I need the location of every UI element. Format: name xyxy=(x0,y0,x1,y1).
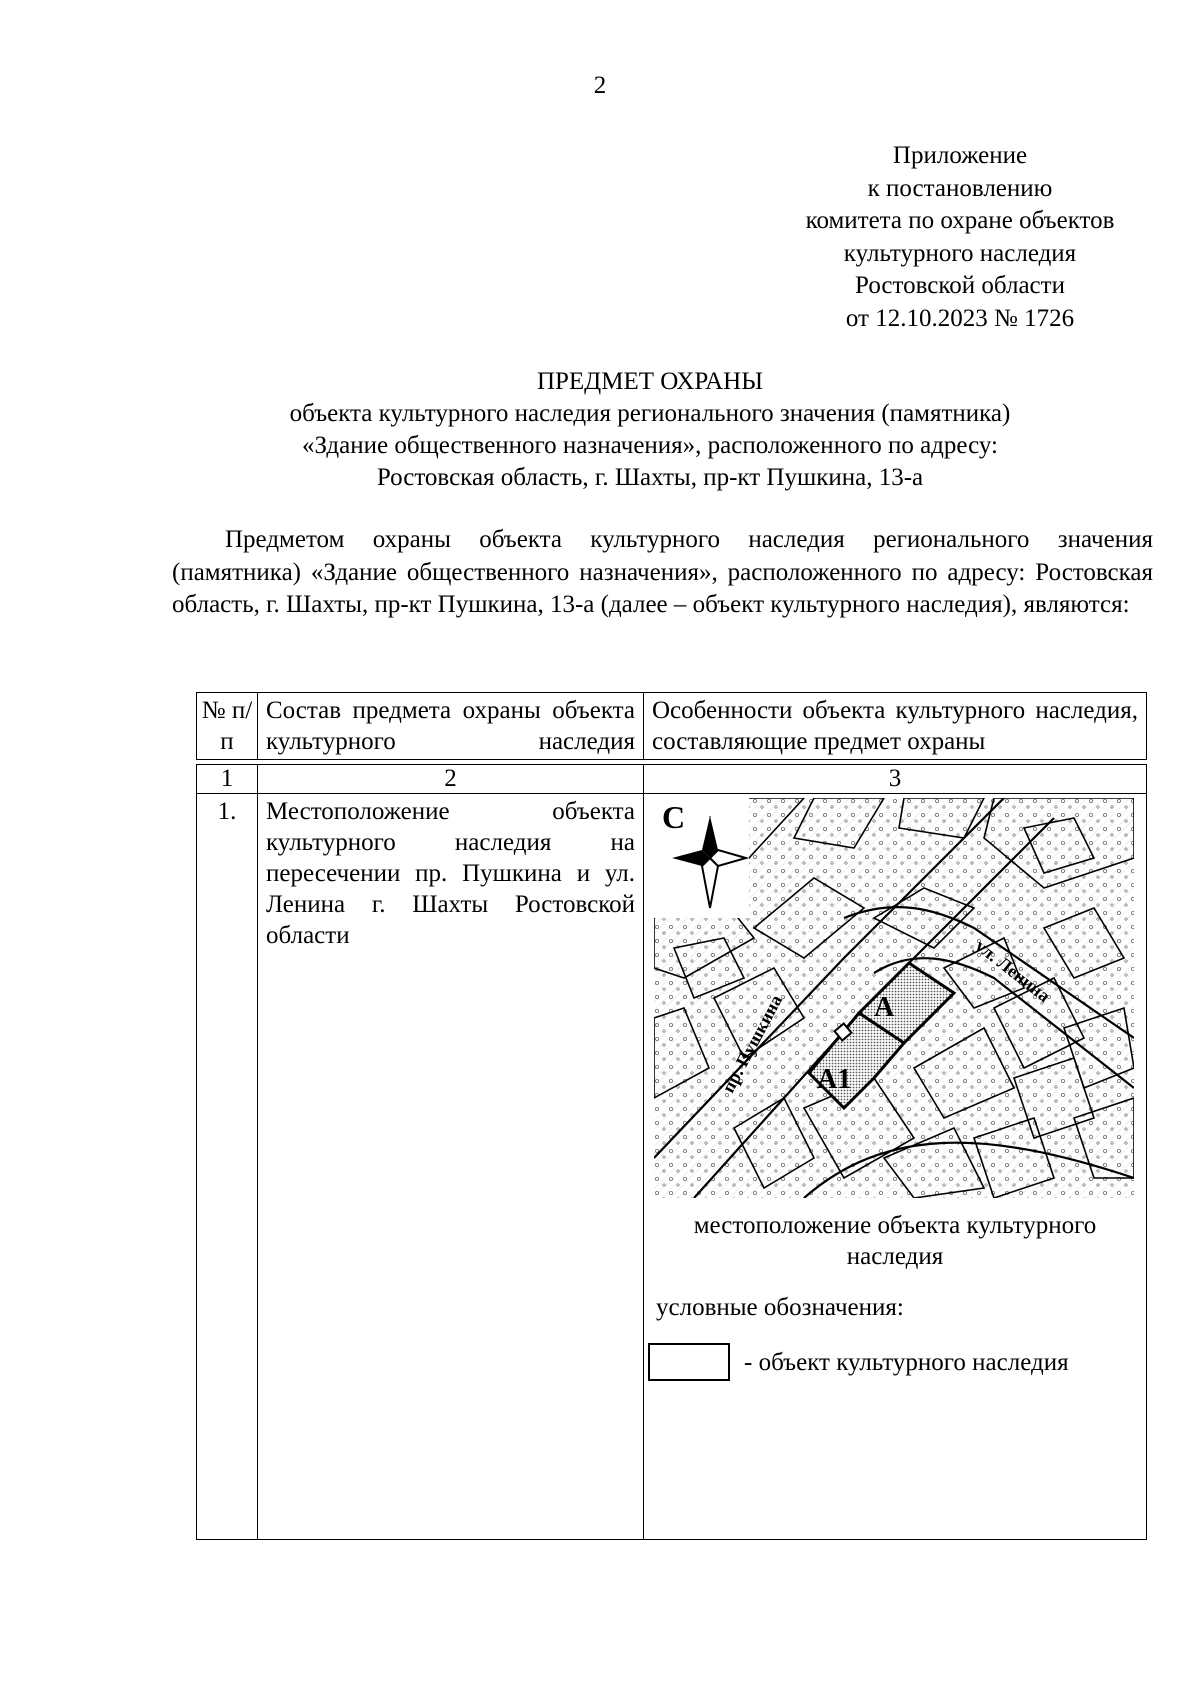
header-features: Особенности объекта культурного наследия, составляющие предмет охраны xyxy=(644,693,1147,760)
document-heading xyxy=(150,366,1150,494)
header-number: № п/п xyxy=(197,693,258,760)
appendix-line: к постановлению xyxy=(867,174,1053,202)
column-number: 3 xyxy=(644,765,1147,794)
column-number-row xyxy=(197,765,1147,794)
building-a1-label: А1 xyxy=(817,1064,852,1095)
column-number: 2 xyxy=(258,765,644,794)
appendix-line: Приложение xyxy=(892,142,1028,169)
legend-label: - объект культурного наследия xyxy=(744,1348,1069,1376)
row-features xyxy=(644,794,1147,1540)
heading-line: объекта культурного наследия регионального значения (памятника) xyxy=(289,400,1011,427)
intro-paragraph: Предметом охраны объекта культурного наследия регионального значения (памятника) «Здание общественного назначения», расположенного по адресу: Ростовская область, г. Шахты, пр-кт Пушкина, 13-а (далее – объект культурного наследия), являются: xyxy=(172,526,1153,618)
appendix-line: культурного наследия xyxy=(843,239,1077,267)
cadastral-map-image xyxy=(654,798,1134,1198)
heading-title: ПРЕДМЕТ ОХРАНЫ xyxy=(536,368,764,395)
header-composition: Состав предмета охраны объекта культурного наследия xyxy=(258,693,644,760)
street-label-lenina: ул. Ленина xyxy=(971,935,1055,1006)
map-caption: местоположение объекта культурного наследия xyxy=(693,1212,1097,1270)
row-number: 1. xyxy=(197,794,258,1540)
heading-line: Ростовская область, г. Шахты, пр-кт Пушкина, 13-а xyxy=(376,464,924,491)
table-row xyxy=(197,794,1147,1540)
row-subject: Местоположение объекта культурного наследия на пересечении пр. Пушкина и ул. Ленина г. Шахты Ростовской области xyxy=(258,794,644,1540)
heading-line: «Здание общественного назначения», расположенного по адресу: xyxy=(302,432,998,459)
appendix-line: комитета по охране объектов xyxy=(805,207,1115,234)
column-number: 1 xyxy=(197,765,258,794)
legend-title: условные обозначения: xyxy=(656,1294,904,1321)
appendix-line: от 12.10.2023 № 1726 xyxy=(845,304,1075,332)
building-a-label: А xyxy=(874,992,895,1023)
north-label: С xyxy=(662,799,686,835)
page-number: 2 xyxy=(593,72,607,99)
protection-subject-table xyxy=(196,692,1147,1540)
appendix-block xyxy=(760,140,1160,335)
legend-swatch xyxy=(648,1343,730,1381)
location-map xyxy=(648,798,1142,1198)
appendix-line: Ростовской области xyxy=(855,272,1065,299)
legend-row xyxy=(648,1343,1142,1381)
street-label-pushkina: пр. Пушкина xyxy=(717,991,787,1096)
table-header-row xyxy=(197,693,1147,760)
